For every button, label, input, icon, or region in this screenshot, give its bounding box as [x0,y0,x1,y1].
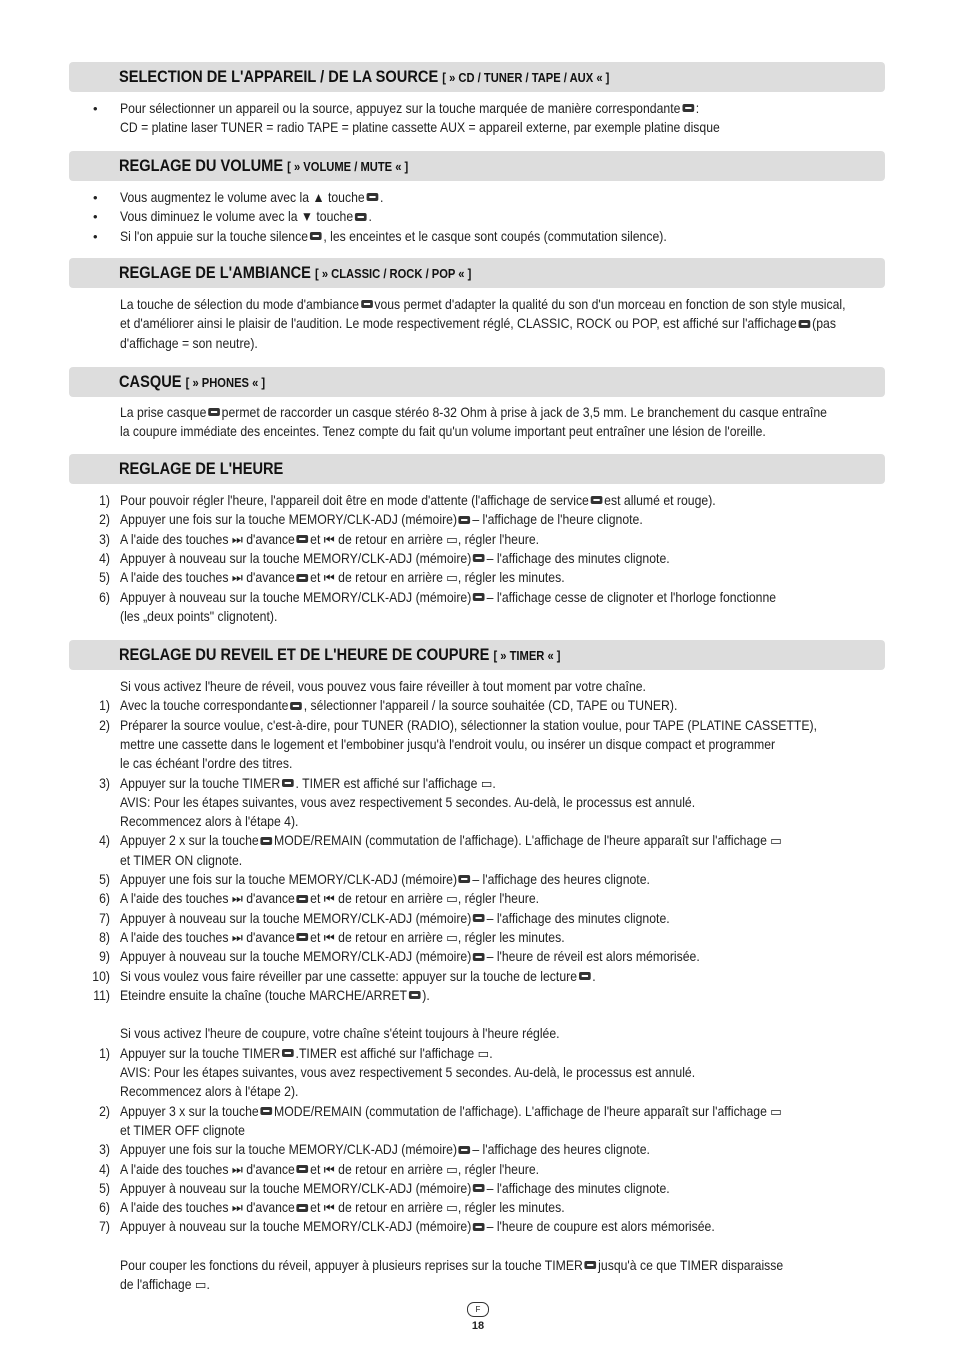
text-line [120,1160,539,1179]
line-text: AVIS: Pour les étapes suivantes, vous avez respectivement 5 secondes. Au-delà, le processus est annulé. [120,1065,696,1080]
button-reference-icon [297,1165,309,1173]
text-line [120,1044,493,1063]
line-text-tail: – l'affichage cesse de clignoter et l'horloge fonctionne [486,589,777,605]
text-line [120,870,650,889]
text-line [120,793,695,812]
line-text: Appuyer sur la touche TIMER [120,775,281,791]
text-line [120,510,643,529]
line-text-tail: et ⏮ de retour en arrière ▭, régler l'heure. [310,1161,540,1177]
section-header-bar [69,454,885,484]
button-reference-icon [282,779,294,787]
line-text: (les „deux points" clignotent). [120,608,278,624]
section-title-main: REGLAGE DE L'AMBIANCE [119,263,311,282]
bullet-dot: • [93,228,98,244]
section-title [119,367,265,398]
line-text-tail: – l'affichage des minutes clignote. [486,550,670,566]
text-line [120,928,565,947]
line-text-tail: et ⏮ de retour en arrière ▭, régler l'heure. [310,531,540,547]
text-line [120,207,372,226]
step-number: 1) [99,698,110,714]
line-text: Appuyer 3 x sur la touche [120,1103,259,1119]
button-reference-icon [261,837,273,845]
line-text: Si vous activez l'heure de réveil, vous pouvez vous faire réveiller à tout moment par votre chaîne. [120,679,646,694]
line-text: mettre une cassette dans le logement et l'embobiner jusqu'à l'endroit voulu, ou insérer un disque compact et programmer [120,736,776,752]
line-text: La prise casque [120,405,207,420]
text-line [120,986,430,1005]
line-text: Appuyer une fois sur la touche MEMORY/CLK-ADJ (mémoire) [120,1142,458,1158]
button-reference-icon [459,1146,471,1154]
button-reference-icon [282,1049,294,1057]
line-text-tail: permet de raccorder un casque stéréo 8-32 Ohm à prise à jack de 3,5 mm. Le branchement du casque entraîne [221,405,827,420]
text-line [120,1179,670,1198]
text-line [120,716,817,735]
line-text: Pour couper les fonctions du réveil, appuyer à plusieurs reprises sur la touche TIMER [120,1258,583,1273]
line-text-tail: . TIMER est affiché sur l'affichage ▭. [295,775,496,791]
line-text: Eteindre ensuite la chaîne (touche MARCHE/ARRET [120,987,407,1003]
line-text: A l'aide des touches ⏭ d'avance [120,570,295,586]
button-reference-icon [297,535,309,543]
step-number: 2) [99,717,110,733]
button-reference-icon [682,104,694,112]
line-text-tail: (pas [812,316,836,332]
step-number: 2) [99,512,110,528]
line-text: A l'aide des touches ⏭ d'avance [120,1200,295,1216]
line-text-tail: – l'heure de réveil est alors mémorisée. [486,949,700,965]
button-reference-icon [473,953,485,961]
button-reference-icon [473,1184,485,1192]
text-line [120,909,670,928]
step-number: 1) [99,493,110,508]
button-reference-icon [297,933,309,941]
button-reference-icon [473,914,485,922]
text-line [120,118,720,137]
line-text: Appuyer à nouveau sur la touche MEMORY/CLK-ADJ (mémoire) [120,1219,472,1235]
line-text: CD = platine laser TUNER = radio TAPE = platine cassette AUX = appareil externe, par exemple platine disque [120,120,720,136]
step-number: 2) [99,1103,110,1119]
line-text-tail: vous permet d'adapter la qualité du son d'un morceau en fonction de son style musical, [374,297,846,312]
section-title [119,258,471,289]
text-line [120,1102,782,1121]
section-title-sub: [ » TIMER « ] [493,648,561,663]
text-line [120,549,670,568]
text-line [120,754,292,773]
text-line [120,1275,210,1294]
line-text-tail: est allumé et rouge). [604,493,716,508]
button-reference-icon [297,574,309,582]
line-text: Appuyer à nouveau sur la touche MEMORY/CLK-ADJ (mémoire) [120,949,472,965]
step-number: 4) [99,833,110,849]
line-text-tail: – l'affichage des minutes clignote. [486,910,670,926]
line-text: A l'aide des touches ⏭ d'avance [120,891,295,907]
line-text-tail: et ⏮ de retour en arrière ▭, régler l'heure. [310,891,540,907]
section-header-bar [69,367,885,397]
section-title-main: SELECTION DE L'APPAREIL / DE LA SOURCE [119,67,439,86]
step-number: 5) [99,570,110,586]
button-reference-icon [208,408,220,416]
button-reference-icon [459,516,471,524]
step-number: 6) [99,1200,110,1216]
button-reference-icon [297,1204,309,1212]
step-number: 6) [99,891,110,907]
section-title-main: CASQUE [119,372,182,391]
section-header-bar [69,258,885,288]
line-text-tail: . [368,209,372,225]
line-text: et TIMER OFF clignote [120,1122,245,1138]
button-reference-icon [367,193,379,201]
button-reference-icon [473,1223,485,1231]
button-reference-icon [473,593,485,601]
text-line [120,1256,783,1275]
section-title-sub: [ » VOLUME / MUTE « ] [287,159,409,174]
line-text: Appuyer à nouveau sur la touche MEMORY/CLK-ADJ (mémoire) [120,550,472,566]
button-reference-icon [585,1261,597,1269]
step-number: 7) [99,1219,110,1235]
text-line [120,568,565,587]
step-number: 11) [93,987,110,1003]
line-text-tail: . [592,968,596,984]
bullet-dot: • [93,209,98,225]
bullet-dot: • [93,101,98,116]
step-number: 8) [99,929,110,945]
text-line [120,774,496,793]
line-text-tail: jusqu'à ce que TIMER disparaisse [598,1258,784,1273]
section-title-main: REGLAGE DU REVEIL ET DE L'HEURE DE COUPURE [119,645,490,664]
line-text: AVIS: Pour les étapes suivantes, vous avez respectivement 5 secondes. Au-delà, le processus est annulé. [120,794,696,810]
line-text: de l'affichage ▭. [120,1277,210,1293]
text-line [120,967,596,986]
button-reference-icon [361,300,373,308]
line-text-tail: . [380,190,384,205]
step-number: 4) [99,550,110,566]
step-number: 1) [99,1045,110,1061]
line-text: Appuyer une fois sur la touche MEMORY/CLK-ADJ (mémoire) [120,512,458,528]
line-text-tail: ). [422,987,430,1003]
text-line [120,831,782,850]
button-reference-icon [473,554,485,562]
line-text-tail: et ⏮ de retour en arrière ▭, régler les minutes. [310,570,565,586]
line-text: et TIMER ON clignote. [120,852,243,868]
line-text: A l'aide des touches ⏭ d'avance [120,1161,295,1177]
text-line [120,588,776,607]
line-text-tail: .TIMER est affiché sur l'affichage ▭. [295,1045,493,1061]
line-text: la coupure immédiate des enceintes. Tenez compte du fait qu'un volume important peut entraîner une lésion de l'oreille. [120,424,766,440]
text-line [120,1082,298,1101]
section-title [119,151,408,182]
text-line [120,851,242,870]
line-text-tail: – l'affichage des heures clignote. [472,872,650,887]
section-title-main: REGLAGE DE L'HEURE [119,459,284,478]
step-number: 9) [99,949,110,965]
section-title [119,640,561,671]
line-text: Si vous activez l'heure de coupure, votre chaîne s'éteint toujours à l'heure réglée. [120,1026,560,1042]
button-reference-icon [459,875,471,883]
line-text: Pour pouvoir régler l'heure, l'appareil doit être en mode d'attente (l'affichage de service [120,493,589,508]
line-text: Appuyer à nouveau sur la touche MEMORY/CLK-ADJ (mémoire) [120,589,472,605]
line-text: Vous diminuez le volume avec la ▼ touche [120,209,354,225]
section-title-sub: [ » CD / TUNER / TAPE / AUX « ] [442,70,610,85]
text-line [120,1024,560,1043]
line-text: Appuyer une fois sur la touche MEMORY/CLK-ADJ (mémoire) [120,872,458,887]
line-text: Appuyer à nouveau sur la touche MEMORY/CLK-ADJ (mémoire) [120,1180,472,1196]
button-reference-icon [261,1107,273,1115]
section-title [119,62,609,93]
text-line [120,947,700,966]
step-number: 3) [99,531,110,547]
line-text-tail: , les enceintes et le casque sont coupés (commutation silence). [323,228,667,244]
text-line [120,334,258,353]
text-line [120,422,766,441]
section-title-sub: [ » CLASSIC / ROCK / POP « ] [314,266,472,281]
section-header-bar [69,151,885,181]
button-reference-icon [409,991,421,999]
section-header-bar [69,640,885,670]
section-title [119,454,283,484]
text-line [120,188,383,207]
step-number: 7) [99,910,110,926]
bullet-dot: • [93,190,98,205]
step-number: 6) [99,589,110,605]
line-text-tail: , sélectionner l'appareil / la source souhaitée (CD, TAPE ou TUNER). [303,698,678,714]
text-line [120,295,846,314]
section-title-main: REGLAGE DU VOLUME [119,156,284,175]
text-line [120,735,775,754]
line-text: Recommencez alors à l'étape 2). [120,1084,299,1100]
line-text-tail: et ⏮ de retour en arrière ▭, régler les minutes. [310,929,565,945]
button-reference-icon [799,320,811,328]
button-reference-icon [355,213,367,221]
text-line [120,696,677,715]
line-text: Appuyer à nouveau sur la touche MEMORY/CLK-ADJ (mémoire) [120,910,472,926]
line-text: Si vous voulez vous faire réveiller par une cassette: appuyer sur la touche de lecture [120,968,578,984]
line-text: le cas échéant l'ordre des titres. [120,756,293,772]
text-line [120,530,539,549]
line-text: A l'aide des touches ⏭ d'avance [120,929,295,945]
step-number: 10) [92,968,110,984]
line-text-tail: – l'affichage de l'heure clignote. [472,512,643,528]
text-line [120,99,699,118]
step-number: 3) [99,1142,110,1158]
line-text: Si l'on appuie sur la touche silence [120,228,309,244]
step-number: 5) [99,1180,110,1196]
button-reference-icon [297,895,309,903]
text-line [120,1121,245,1140]
text-line [120,1198,565,1217]
line-text-tail: – l'affichage des heures clignote. [472,1142,650,1158]
text-line [120,1063,695,1082]
line-text-tail: – l'affichage des minutes clignote. [486,1180,670,1196]
line-text-tail: – l'heure de coupure est alors mémorisée. [486,1219,715,1235]
text-line [120,812,298,831]
line-text: Vous augmentez le volume avec la ▲ touche [120,190,365,205]
language-badge: F [467,1302,489,1317]
line-text: La touche de sélection du mode d'ambiance [120,297,360,312]
text-line [120,1217,715,1236]
text-line [120,314,836,333]
step-number: 4) [99,1161,110,1177]
line-text: Recommencez alors à l'étape 4). [120,814,299,830]
line-text: Appuyer sur la touche TIMER [120,1045,281,1061]
text-line [120,227,667,246]
step-number: 5) [99,872,110,887]
line-text: d'affichage = son neutre). [120,335,258,351]
line-text-tail: : [695,101,700,116]
button-reference-icon [310,232,322,240]
text-line [120,889,539,908]
text-line [120,491,716,510]
text-line [120,677,646,696]
section-header-bar [69,62,885,92]
line-text: et d'améliorer ainsi le plaisir de l'audition. Le mode respectivement réglé, CLASSIC, ROCK ou POP, est affiché sur l'affichage [120,316,797,332]
line-text: Préparer la source voulue, c'est-à-dire, pour TUNER (RADIO), sélectionner la station voulue, pour TAPE (PLATINE CASSETTE), [120,717,818,733]
line-text-tail: MODE/REMAIN (commutation de l'affichage). L'affichage de l'heure apparaît sur l'affichage ▭ [274,833,782,849]
page-number: 18 [471,1320,485,1332]
line-text: Pour sélectionner un appareil ou la source, appuyez sur la touche marquée de manière correspondante [120,101,681,116]
line-text: Avec la touche correspondante [120,698,289,714]
line-text-tail: et ⏮ de retour en arrière ▭, régler les minutes. [310,1200,565,1216]
step-number: 3) [99,775,110,791]
button-reference-icon [579,972,591,980]
button-reference-icon [290,702,302,710]
button-reference-icon [591,496,603,504]
line-text-tail: MODE/REMAIN (commutation de l'affichage). L'affichage de l'heure apparaît sur l'affichage ▭ [274,1103,782,1119]
line-text: Appuyer 2 x sur la touche [120,833,259,849]
section-title-sub: [ » PHONES « ] [185,375,266,390]
line-text: A l'aide des touches ⏭ d'avance [120,531,295,547]
text-line [120,403,827,422]
text-line [120,607,277,626]
text-line [120,1140,650,1159]
